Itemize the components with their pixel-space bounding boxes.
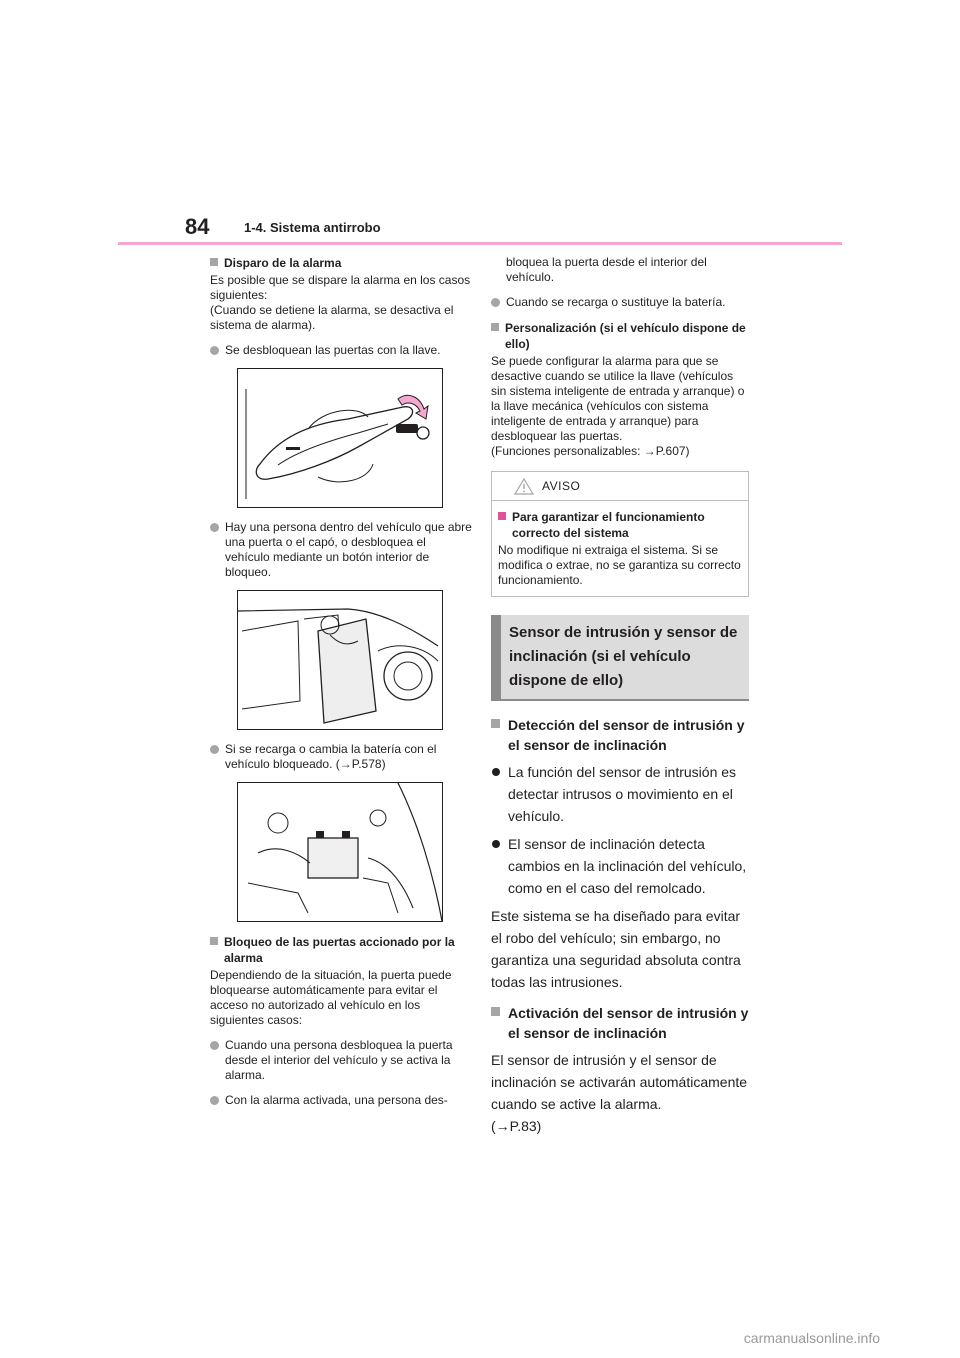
square-bullet-icon <box>491 719 500 728</box>
warning-heading: Para garantizar el funcionamiento correcto del sistema <box>498 509 742 541</box>
list-item: Hay una persona dentro del vehículo que abre una puerta o el capó, o desbloquea el vehículo mediante un botón interior de bloqueo. <box>210 520 472 580</box>
paragraph: (Funciones personalizables: →P.607) <box>491 444 690 458</box>
door-handle-key-figure <box>237 368 443 508</box>
heading-customization: Personalización (si el vehículo dispone de ello) <box>491 320 749 352</box>
list-item: La función del sensor de intrusión es detectar intrusos o movimiento en el vehículo. <box>491 761 749 827</box>
warning-text: No modifique ni extraiga el sistema. Si se modifica o extrae, no se garantiza su correcto funcionamiento. <box>498 543 741 587</box>
list-item: Con la alarma activada, una persona des- <box>210 1093 472 1108</box>
list-item: El sensor de inclinación detecta cambios en la inclinación del vehículo, como en el caso del remolcado. <box>491 833 749 899</box>
warning-label: AVISO <box>542 479 581 493</box>
round-bullet-icon <box>492 768 500 776</box>
list-item: Cuando una persona desbloquea la puerta desde el interior del vehículo y se activa la alarma. <box>210 1038 472 1083</box>
square-bullet-icon <box>210 258 218 266</box>
round-bullet-icon <box>210 1096 219 1105</box>
square-bullet-icon <box>491 1007 500 1016</box>
warning-triangle-icon <box>514 478 534 495</box>
square-bullet-icon <box>498 512 506 520</box>
heading-alarm-trigger: Disparo de la alarma <box>210 255 472 271</box>
paragraph: Se puede configurar la alarma para que se desactive cuando se utilice la llave (vehículos sin sistema inteligente de entrada y arranque) o la llave mecánica (vehículos con sistema inteligente de entrada y arranque) para desbloquear las puertas. <box>491 354 745 443</box>
battery-replacement-figure <box>237 782 443 922</box>
paragraph: El sensor de intrusión y el sensor de inclinación se activarán automáticamente cuando se active la alarma. <box>491 1052 748 1112</box>
round-bullet-icon <box>491 298 500 307</box>
section-header: 1-4. Sistema antirrobo <box>244 220 381 235</box>
section-title: Sensor de intrusión y sensor de inclinación (si el vehículo dispone de ello) <box>509 624 738 689</box>
list-item: Cuando se recarga o sustituye la batería. <box>491 295 749 310</box>
person-opening-door-figure <box>237 590 443 730</box>
watermark: carmanualsonline.info <box>743 1330 880 1346</box>
list-item: Se desbloquean las puertas con la llave. <box>210 343 472 358</box>
warning-body <box>492 501 748 596</box>
round-bullet-icon <box>210 346 219 355</box>
left-column <box>210 255 472 1118</box>
square-bullet-icon <box>491 323 499 331</box>
round-bullet-icon <box>210 523 219 532</box>
heading-sensor-activation: Activación del sensor de intrusión y el sensor de inclinación <box>491 1003 749 1043</box>
page-number: 84 <box>185 214 210 239</box>
square-bullet-icon <box>210 937 218 945</box>
warning-box <box>491 471 749 597</box>
paragraph: Es posible que se dispare la alarma en los casos siguientes: <box>210 273 471 302</box>
section-title-box <box>491 615 749 701</box>
warning-header <box>492 472 748 501</box>
paragraph: Dependiendo de la situación, la puerta puede bloquearse automáticamente para evitar el acceso no autorizado al vehículo en los siguientes casos: <box>210 968 452 1027</box>
paragraph: bloquea la puerta desde el interior del vehículo. <box>506 255 707 284</box>
round-bullet-icon <box>492 840 500 848</box>
right-column <box>491 255 749 1147</box>
paragraph: Este sistema se ha diseñado para evitar el robo del vehículo; sin embargo, no garantiza una seguridad absoluta contra todas las intrusiones. <box>491 908 741 990</box>
heading-door-lock-alarm: Bloqueo de las puertas accionado por la alarma <box>210 934 472 966</box>
round-bullet-icon <box>210 745 219 754</box>
paragraph: (Cuando se detiene la alarma, se desactiva el sistema de alarma). <box>210 303 454 332</box>
heading-sensor-detection: Detección del sensor de intrusión y el sensor de inclinación <box>491 715 749 755</box>
paragraph: (→P.83) <box>491 1118 542 1134</box>
list-item: Si se recarga o cambia la batería con el vehículo bloqueado. (→P.578) <box>210 742 472 772</box>
round-bullet-icon <box>210 1041 219 1050</box>
header-rule <box>118 242 842 245</box>
